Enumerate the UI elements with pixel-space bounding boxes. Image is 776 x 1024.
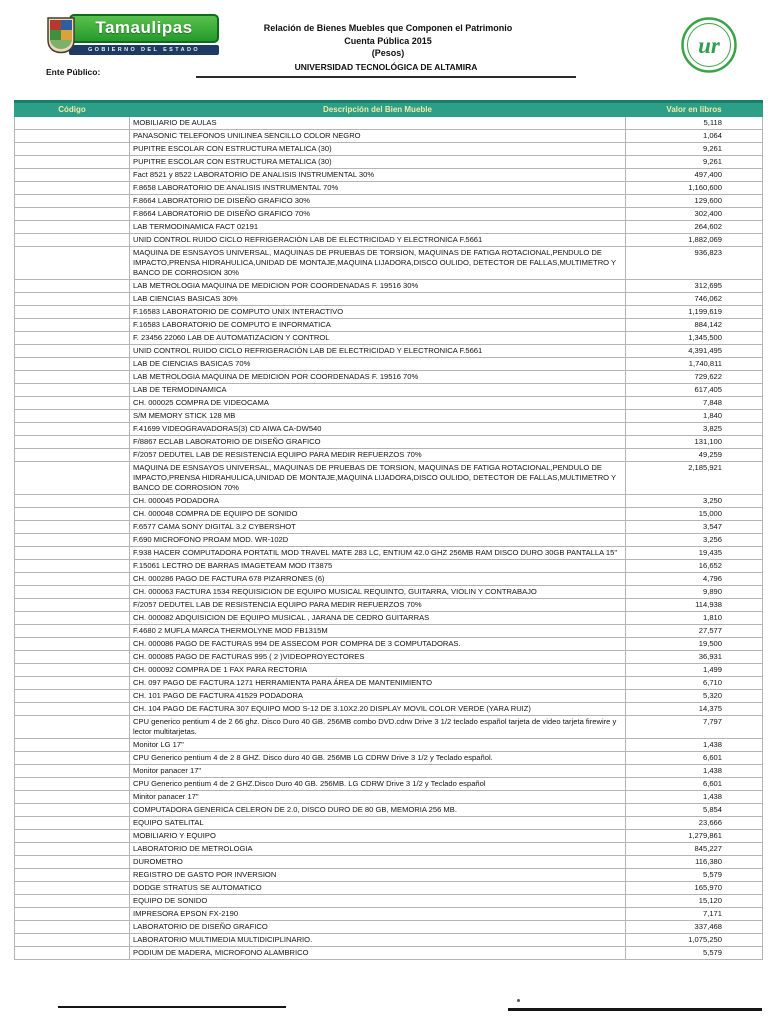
cell-codigo — [15, 677, 130, 690]
cell-codigo — [15, 934, 130, 947]
cell-desc: F/8867 ECLAB LABORATORIO DE DISEÑO GRAFICO — [130, 436, 626, 449]
cell-valor: 49,259 — [626, 449, 763, 462]
table-row — [15, 703, 763, 716]
cell-desc: F.41699 VIDEOGRAVADORAS(3) CD AIWA CA-DW540 — [130, 423, 626, 436]
table-row — [15, 677, 763, 690]
cell-desc: MAQUINA DE ESNSAYOS UNIVERSAL, MAQUINAS DE PRUEBAS DE TORSION, MAQUINAS DE FATIGA ROTACIONAL,PENDULO DE IMPACTO,PRENSA HIDRAHULICA,UNIDAD DE MONTAJE,MAQUINA LIJADORA,DISCO OULIDO, DETECTOR DE FALLAS,MULTIMETRO Y BANCO DE CORROSION 30% — [130, 247, 626, 280]
cell-codigo — [15, 791, 130, 804]
table-row — [15, 947, 763, 960]
cell-desc: F.690 MICROFONO PROAM MOD. WR-102D — [130, 534, 626, 547]
cell-codigo — [15, 817, 130, 830]
cell-valor: 1,840 — [626, 410, 763, 423]
cell-desc: PODIUM DE MADERA, MICROFONO ALAMBRICO — [130, 947, 626, 960]
report-subtitle: Cuenta Pública 2015 — [344, 35, 432, 46]
table-row — [15, 921, 763, 934]
table-row — [15, 234, 763, 247]
cell-desc: F.6577 CAMA SONY DIGITAL 3.2 CYBERSHOT — [130, 521, 626, 534]
table-row — [15, 169, 763, 182]
cell-codigo — [15, 664, 130, 677]
cell-codigo — [15, 703, 130, 716]
cell-codigo — [15, 143, 130, 156]
cell-valor: 5,320 — [626, 690, 763, 703]
cell-codigo — [15, 293, 130, 306]
cell-codigo — [15, 508, 130, 521]
table-header-row — [15, 102, 763, 117]
table-row — [15, 195, 763, 208]
table-row — [15, 423, 763, 436]
cell-valor: 5,579 — [626, 869, 763, 882]
cell-valor: 23,666 — [626, 817, 763, 830]
table-row — [15, 843, 763, 856]
cell-codigo — [15, 345, 130, 358]
cell-codigo — [15, 182, 130, 195]
table-row — [15, 143, 763, 156]
coat-of-arms-icon — [46, 16, 76, 54]
cell-valor: 6,601 — [626, 752, 763, 765]
cell-valor: 1,810 — [626, 612, 763, 625]
table-row — [15, 739, 763, 752]
cell-codigo — [15, 436, 130, 449]
cell-desc: F.4680 2 MUFLA MARCA THERMOLYNE MOD FB1315M — [130, 625, 626, 638]
ente-publico-label: Ente Público: — [46, 67, 101, 77]
table-row — [15, 208, 763, 221]
cell-valor: 165,970 — [626, 882, 763, 895]
cell-codigo — [15, 586, 130, 599]
cell-desc: F/2057 DEDUTEL LAB DE RESISTENCIA EQUIPO PARA MEDIR REFUERZOS 70% — [130, 599, 626, 612]
cell-codigo — [15, 423, 130, 436]
cell-codigo — [15, 306, 130, 319]
table-row — [15, 462, 763, 495]
cell-valor: 36,931 — [626, 651, 763, 664]
cell-valor: 114,938 — [626, 599, 763, 612]
table-row — [15, 221, 763, 234]
cell-codigo — [15, 495, 130, 508]
cell-desc: CH. 000082 ADQUISICION DE EQUIPO MUSICAL , JARANA DE CEDRO GUITARRAS — [130, 612, 626, 625]
cell-desc: UNID CONTROL RUIDO CICLO REFRIGERACIÓN LAB DE ELECTRICIDAD Y ELECTRONICA F.5661 — [130, 345, 626, 358]
table-row — [15, 586, 763, 599]
cell-desc: CH. 000092 COMPRA DE 1 FAX PARA RECTORIA — [130, 664, 626, 677]
cell-desc: S/M MEMORY STICK 128 MB — [130, 410, 626, 423]
cell-desc: Monitor panacer 17" — [130, 765, 626, 778]
cell-codigo — [15, 625, 130, 638]
cell-desc: Minitor panacer 17" — [130, 791, 626, 804]
cell-desc: F.15061 LECTRO DE BARRAS IMAGETEAM MOD IT3875 — [130, 560, 626, 573]
brand-wordmark: Tamaulipas — [69, 14, 219, 43]
cell-codigo — [15, 371, 130, 384]
table-row — [15, 280, 763, 293]
cell-valor: 7,171 — [626, 908, 763, 921]
table-row — [15, 410, 763, 423]
cell-valor: 15,120 — [626, 895, 763, 908]
table-row — [15, 895, 763, 908]
table-row — [15, 778, 763, 791]
cell-valor: 4,796 — [626, 573, 763, 586]
cell-valor: 1,075,250 — [626, 934, 763, 947]
cell-valor: 9,890 — [626, 586, 763, 599]
cell-codigo — [15, 638, 130, 651]
ente-publico-value: UNIVERSIDAD TECNOLÓGICA DE ALTAMIRA — [196, 62, 576, 78]
cell-valor: 16,652 — [626, 560, 763, 573]
cell-desc: CH. 104 PAGO DE FACTURA 307 EQUIPO MOD S-12 DE 3.10X2.20 DISPLAY MOVIL COLOR VERDE (YARA RUIZ) — [130, 703, 626, 716]
table-row — [15, 560, 763, 573]
cell-desc: LABORATORIO DE METROLOGIA — [130, 843, 626, 856]
cell-desc: CH. 000063 FACTURA 1534 REQUISICION DE EQUIPO MUSICAL REQUINTO, GUITARRA, VIOLIN Y CONTRABAJO — [130, 586, 626, 599]
table-row — [15, 345, 763, 358]
cell-valor: 1,438 — [626, 765, 763, 778]
cell-desc: CPU Generico pentium 4 de 2 GHZ.Disco Duro 40 GB. 256MB. LG CDRW Drive 3 1/2 y Teclado español — [130, 778, 626, 791]
cell-desc: LAB DE CIENCIAS BASICAS 70% — [130, 358, 626, 371]
cell-codigo — [15, 882, 130, 895]
table-row — [15, 156, 763, 169]
table-row — [15, 371, 763, 384]
table-row — [15, 332, 763, 345]
cell-valor: 845,227 — [626, 843, 763, 856]
table-row — [15, 690, 763, 703]
cell-desc: CH. 000045 PODADORA — [130, 495, 626, 508]
table-row — [15, 882, 763, 895]
cell-desc: LABORATORIO MULTIMEDIA MULTIDICIPLINARIO. — [130, 934, 626, 947]
cell-codigo — [15, 534, 130, 547]
cell-valor: 14,375 — [626, 703, 763, 716]
cell-desc: F.938 HACER COMPUTADORA PORTATIL MOD TRAVEL MATE 283 LC, ENTIUM 42.0 GHZ 256MB RAM DISCO DURO 30GB PANTALLA 15" — [130, 547, 626, 560]
cell-desc: MAQUINA DE ESNSAYOS UNIVERSAL, MAQUINAS DE PRUEBAS DE TORSION, MAQUINAS DE FATIGA ROTACIONAL,PENDULO DE IMPACTO,PRENSA HIDRAHULICA,UNIDAD DE MONTAJE,MAQUINA LIJADORA,DISCO OULIDO, DETECTOR DE FALLAS,MULTIMETRO Y BANCO DE CORROSION 70% — [130, 462, 626, 495]
cell-desc: F.16583 LABORATORIO DE COMPUTO E INFORMATICA — [130, 319, 626, 332]
table-row — [15, 625, 763, 638]
cell-desc: PUPITRE ESCOLAR CON ESTRUCTURA METALICA (30) — [130, 143, 626, 156]
table-row — [15, 752, 763, 765]
cell-codigo — [15, 234, 130, 247]
cell-codigo — [15, 410, 130, 423]
tamaulipas-logo — [46, 14, 219, 55]
cell-codigo — [15, 573, 130, 586]
cell-desc: CH. 000286 PAGO DE FACTURA 678 PIZARRONES (6) — [130, 573, 626, 586]
cell-valor: 746,062 — [626, 293, 763, 306]
cell-desc: IMPRESORA EPSON FX-2190 — [130, 908, 626, 921]
cell-codigo — [15, 462, 130, 495]
cell-valor: 9,261 — [626, 156, 763, 169]
cell-valor: 884,142 — [626, 319, 763, 332]
cell-codigo — [15, 856, 130, 869]
cell-codigo — [15, 804, 130, 817]
cell-codigo — [15, 908, 130, 921]
cell-codigo — [15, 156, 130, 169]
footer-line-right — [508, 1008, 762, 1011]
cell-desc: LAB METROLOGIA MAQUINA DE MEDICION POR COORDENADAS F. 19516 30% — [130, 280, 626, 293]
column-header-codigo: Código — [15, 102, 130, 117]
table-row — [15, 508, 763, 521]
cell-desc: LAB DE TERMODINAMICA — [130, 384, 626, 397]
table-row — [15, 449, 763, 462]
table-row — [15, 638, 763, 651]
cell-codigo — [15, 521, 130, 534]
table-row — [15, 319, 763, 332]
table-row — [15, 247, 763, 280]
cell-desc: F. 23456 22060 LAB DE AUTOMATIZACION Y CONTROL — [130, 332, 626, 345]
cell-valor: 7,848 — [626, 397, 763, 410]
table-row — [15, 817, 763, 830]
cell-valor: 729,622 — [626, 371, 763, 384]
cell-desc: Monitor LG 17" — [130, 739, 626, 752]
cell-desc: EQUIPO DE SONIDO — [130, 895, 626, 908]
cell-valor: 1,064 — [626, 130, 763, 143]
cell-desc: EQUIPO SATELITAL — [130, 817, 626, 830]
cell-valor: 116,380 — [626, 856, 763, 869]
cell-codigo — [15, 332, 130, 345]
cell-valor: 1,882,069 — [626, 234, 763, 247]
cell-valor: 2,185,921 — [626, 462, 763, 495]
assets-table — [14, 100, 763, 960]
cell-valor: 1,499 — [626, 664, 763, 677]
cell-valor: 1,345,500 — [626, 332, 763, 345]
cell-valor: 3,256 — [626, 534, 763, 547]
cell-valor: 1,160,600 — [626, 182, 763, 195]
table-row — [15, 716, 763, 739]
cell-desc: F.8658 LABORATORIO DE ANALISIS INSTRUMENTAL 70% — [130, 182, 626, 195]
cell-valor: 1,438 — [626, 739, 763, 752]
table-row — [15, 869, 763, 882]
column-header-descripcion: Descripción del Bien Mueble — [130, 102, 626, 117]
footer-line-left — [58, 1006, 286, 1008]
table-row — [15, 830, 763, 843]
table-row — [15, 293, 763, 306]
cell-valor: 497,400 — [626, 169, 763, 182]
cell-codigo — [15, 195, 130, 208]
report-units: (Pesos) — [371, 48, 405, 58]
cell-codigo — [15, 560, 130, 573]
cell-valor: 617,405 — [626, 384, 763, 397]
table-row — [15, 495, 763, 508]
cell-codigo — [15, 739, 130, 752]
cell-valor: 5,579 — [626, 947, 763, 960]
cell-desc: CH. 000085 PAGO DE FACTURAS 995 ( 2 )VIDEOPROYECTORES — [130, 651, 626, 664]
table-row — [15, 599, 763, 612]
cell-valor: 4,391,495 — [626, 345, 763, 358]
cell-valor: 1,279,861 — [626, 830, 763, 843]
table-row — [15, 573, 763, 586]
ut-seal — [680, 16, 738, 74]
cell-valor: 7,797 — [626, 716, 763, 739]
cell-codigo — [15, 716, 130, 739]
cell-desc: CH. 000025 COMPRA DE VIDEOCAMA — [130, 397, 626, 410]
cell-desc: LAB TERMODINAMICA FACT 02191 — [130, 221, 626, 234]
cell-desc: Fact 8521 y 8522 LABORATORIO DE ANALISIS INSTRUMENTAL 30% — [130, 169, 626, 182]
table-row — [15, 534, 763, 547]
cell-valor: 6,601 — [626, 778, 763, 791]
table-row — [15, 651, 763, 664]
cell-codigo — [15, 843, 130, 856]
cell-valor: 27,577 — [626, 625, 763, 638]
cell-valor: 264,602 — [626, 221, 763, 234]
cell-codigo — [15, 280, 130, 293]
cell-valor: 5,854 — [626, 804, 763, 817]
table-row — [15, 908, 763, 921]
cell-desc: LAB METROLOGIA MAQUINA DE MEDICION POR COORDENADAS F. 19516 70% — [130, 371, 626, 384]
cell-valor: 131,100 — [626, 436, 763, 449]
cell-codigo — [15, 612, 130, 625]
cell-codigo — [15, 599, 130, 612]
footer-dot — [517, 999, 520, 1002]
cell-codigo — [15, 358, 130, 371]
column-header-valor: Valor en libros — [626, 102, 763, 117]
cell-desc: MOBILIARIO DE AULAS — [130, 117, 626, 130]
cell-desc: PUPITRE ESCOLAR CON ESTRUCTURA METALICA (30) — [130, 156, 626, 169]
table-row — [15, 436, 763, 449]
cell-desc: PANASONIC TELEFONOS UNILINEA SENCILLO COLOR NEGRO — [130, 130, 626, 143]
table-row — [15, 547, 763, 560]
cell-valor: 3,825 — [626, 423, 763, 436]
cell-codigo — [15, 117, 130, 130]
cell-valor: 312,695 — [626, 280, 763, 293]
cell-desc: CPU generico pentium 4 de 2 66 ghz. Disco Duro 40 GB. 256MB combo DVD.cdrw Drive 3 1/2 teclado español tarjeta de video tarjeta firewire y lector multitarjetas. — [130, 716, 626, 739]
cell-desc: COMPUTADORA GENERICA CELERON DE 2.0, DISCO DURO DE 80 GB, MEMORIA 256 MB. — [130, 804, 626, 817]
cell-codigo — [15, 752, 130, 765]
cell-valor: 1,199,619 — [626, 306, 763, 319]
cell-valor: 3,250 — [626, 495, 763, 508]
cell-codigo — [15, 895, 130, 908]
cell-valor: 3,547 — [626, 521, 763, 534]
cell-desc: CPU Generico pentium 4 de 2 8 GHZ. Disco duro 40 GB. 256MB LG CDRW Drive 3 1/2 y Teclado español. — [130, 752, 626, 765]
cell-codigo — [15, 921, 130, 934]
cell-codigo — [15, 765, 130, 778]
cell-valor: 19,435 — [626, 547, 763, 560]
cell-desc: CH. 000048 COMPRA DE EQUIPO DE SONIDO — [130, 508, 626, 521]
cell-valor: 19,500 — [626, 638, 763, 651]
cell-codigo — [15, 397, 130, 410]
table-row — [15, 765, 763, 778]
cell-codigo — [15, 130, 130, 143]
cell-codigo — [15, 947, 130, 960]
table-row — [15, 306, 763, 319]
cell-codigo — [15, 690, 130, 703]
table-row — [15, 804, 763, 817]
cell-codigo — [15, 208, 130, 221]
cell-codigo — [15, 547, 130, 560]
cell-codigo — [15, 319, 130, 332]
cell-desc: CH. 097 PAGO DE FACTURA 1271 HERRAMIENTA PARA ÁREA DE MANTENIMIENTO — [130, 677, 626, 690]
cell-valor: 129,600 — [626, 195, 763, 208]
cell-desc: CH. 000086 PAGO DE FACTURAS 994 DE ASSECOM POR COMPRA DE 3 COMPUTADORAS. — [130, 638, 626, 651]
cell-valor: 1,438 — [626, 791, 763, 804]
cell-codigo — [15, 221, 130, 234]
cell-codigo — [15, 651, 130, 664]
cell-codigo — [15, 384, 130, 397]
table-row — [15, 358, 763, 371]
cell-codigo — [15, 247, 130, 280]
cell-valor: 6,710 — [626, 677, 763, 690]
cell-valor: 5,118 — [626, 117, 763, 130]
cell-desc: MOBILIARIO Y EQUIPO — [130, 830, 626, 843]
cell-desc: DUROMETRO — [130, 856, 626, 869]
cell-codigo — [15, 830, 130, 843]
cell-codigo — [15, 449, 130, 462]
cell-valor: 936,823 — [626, 247, 763, 280]
cell-valor: 337,468 — [626, 921, 763, 934]
cell-valor: 9,261 — [626, 143, 763, 156]
table-row — [15, 182, 763, 195]
brand-subtitle: GOBIERNO DEL ESTADO — [69, 45, 219, 55]
table-row — [15, 397, 763, 410]
cell-desc: LAB CIENCIAS BASICAS 30% — [130, 293, 626, 306]
table-row — [15, 384, 763, 397]
seal-letters: ur — [698, 33, 720, 58]
table-row — [15, 521, 763, 534]
cell-valor: 1,740,811 — [626, 358, 763, 371]
cell-desc: F.8664 LABORATORIO DE DISEÑO GRAFICO 70% — [130, 208, 626, 221]
cell-codigo — [15, 869, 130, 882]
cell-desc: DODGE STRATUS SE AUTOMATICO — [130, 882, 626, 895]
cell-desc: LABORATORIO DE DISEÑO GRAFICO — [130, 921, 626, 934]
table-row — [15, 791, 763, 804]
table-row — [15, 130, 763, 143]
cell-codigo — [15, 778, 130, 791]
cell-codigo — [15, 169, 130, 182]
cell-desc: F.16583 LABORATORIO DE COMPUTO UNIX INTERACTIVO — [130, 306, 626, 319]
table-row — [15, 117, 763, 130]
cell-valor: 302,400 — [626, 208, 763, 221]
cell-desc: F.8664 LABORATORIO DE DISEÑO GRAFICO 30% — [130, 195, 626, 208]
cell-desc: CH. 101 PAGO DE FACTURA 41529 PODADORA — [130, 690, 626, 703]
cell-valor: 15,000 — [626, 508, 763, 521]
table-row — [15, 664, 763, 677]
cell-desc: UNID CONTROL RUIDO CICLO REFRIGERACIÓN LAB DE ELECTRICIDAD Y ELECTRONICA F.5661 — [130, 234, 626, 247]
table-body — [15, 117, 763, 960]
table-row — [15, 934, 763, 947]
cell-desc: F/2057 DEDUTEL LAB DE RESISTENCIA EQUIPO PARA MEDIR REFUERZOS 70% — [130, 449, 626, 462]
report-title: Relación de Bienes Muebles que Componen el Patrimonio — [263, 23, 513, 33]
table-row — [15, 612, 763, 625]
cell-desc: REGISTRO DE GASTO POR INVERSION — [130, 869, 626, 882]
table-row — [15, 856, 763, 869]
